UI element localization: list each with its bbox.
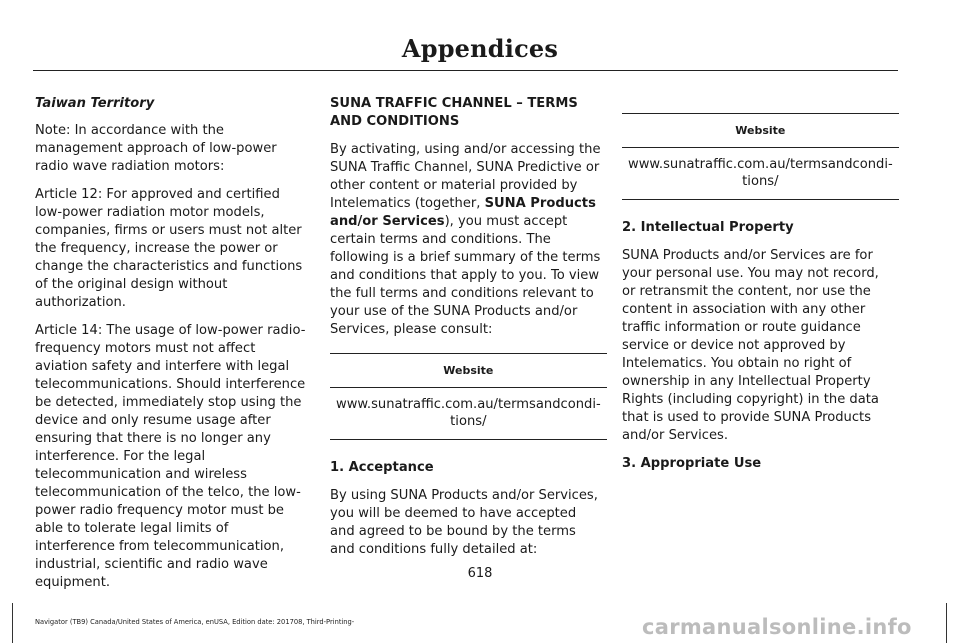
watermark: carmanualsonline.info — [642, 615, 912, 639]
paragraph-article-14: Article 14: The usage of low-power radio-frequency motors must not affect aviation safety and interfere with legal telecommunications. Should interference be detected, immediately stop using the device and only resume usage after ensuring that there is no longer any interference. For the legal telecommunication and wireless telecommunication of the telco, the low-power radio frequency motor must be able to tolerate legal limits of interference from telecommunication, industrial, scientific and radio wave equipment. — [35, 323, 306, 590]
paragraph-note: Note: In accordance with the management approach of low-power radio wave radiation motors: — [35, 123, 277, 174]
column-middle — [330, 95, 602, 569]
table-header: Website — [330, 354, 607, 388]
table-header: Website — [622, 114, 899, 148]
column-left — [35, 95, 307, 602]
header-divider — [33, 70, 898, 71]
intro-text-bold: SUNA Products and/or Services — [330, 196, 596, 229]
section-heading-intellectual-property: 2. Intellectual Property — [622, 220, 794, 235]
paragraph-suna-intro — [330, 141, 602, 339]
section-heading-taiwan: Taiwan Territory — [35, 96, 155, 111]
intro-text-a: By activating, using and/or accessing the SUNA Traffic Channel, SUNA Predictive or other content or material provided by Intelematics (together, — [330, 142, 601, 211]
table-cell-url: www.sunatraffic.com.au/termsandcondi-tions/ — [622, 148, 899, 200]
section-heading-suna: SUNA TRAFFIC CHANNEL – TERMS AND CONDITIONS — [330, 96, 578, 129]
paragraph-intellectual-property: SUNA Products and/or Services are for your personal use. You may not record, or retransmit the content, nor use the content in association with any other traffic information or route guidance service or device not approved by Intelematics. You obtain no right of ownership in any Intellectual Property Rights (including copyright) in the data that is used to provide SUNA Products and/or Services. — [622, 248, 879, 443]
paragraph-acceptance: By using SUNA Products and/or Services, you will be deemed to have accepted and agreed to be bound by the terms and conditions fully detailed at: — [330, 488, 598, 557]
section-heading-appropriate-use: 3. Appropriate Use — [622, 456, 762, 471]
intro-text-b: ), you must accept certain terms and conditions. The following is a brief summary of the terms and conditions that apply to you. To view the full terms and conditions relevant to your use of the SUNA Products and/or Services, please consult: — [330, 214, 601, 337]
table-cell-url: www.sunatraffic.com.au/termsandcondi-tions/ — [330, 388, 607, 440]
website-table — [330, 353, 607, 440]
paragraph-article-12: Article 12: For approved and certified low-power radiation motor models, companies, firms or users must not alter the frequency, increase the power or change the characteristics and functions of the original design without authorization. — [35, 187, 303, 310]
page-title: Appendices — [401, 34, 559, 63]
column-right — [622, 113, 894, 483]
crop-mark-right — [946, 603, 960, 643]
website-table — [622, 113, 899, 200]
section-heading-acceptance: 1. Acceptance — [330, 460, 434, 475]
crop-mark-left — [0, 603, 13, 643]
edition-footer: Navigator (TB9) Canada/United States of America, enUSA, Edition date: 201708, Third-Printing- — [35, 618, 355, 626]
page-number: 618 — [467, 566, 493, 581]
